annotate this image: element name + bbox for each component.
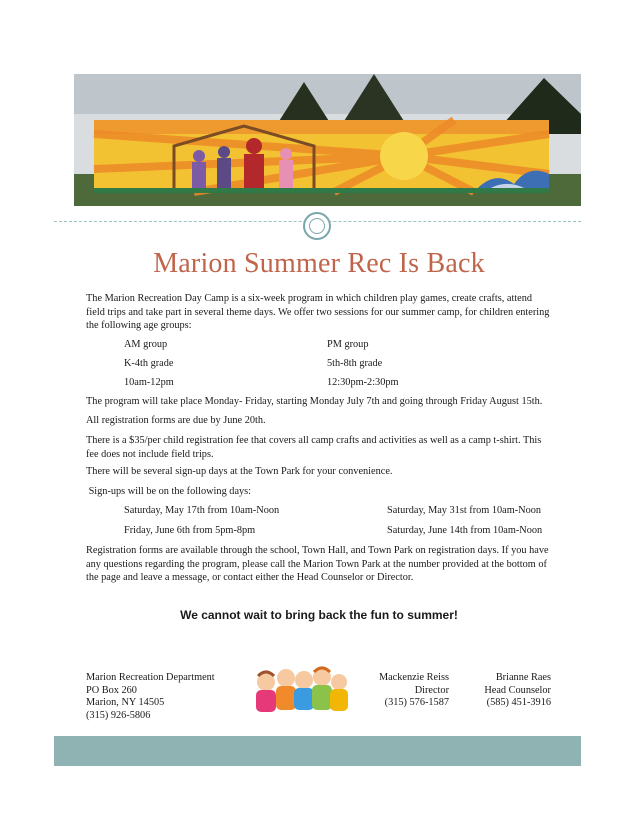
director-contact [340, 672, 449, 710]
am-group-time: 10am-12pm [124, 377, 174, 388]
signup-day-3: Friday, June 6th from 5pm-8pm [124, 525, 256, 536]
divider-ring-ornament [303, 212, 331, 240]
intro-paragraph: The Marion Recreation Day Camp is a six-week program in which children play games, create crafts, attend field trips and take part in several theme days. We offer two sessions for our summer camp, for children entering the following age groups: [86, 293, 550, 331]
forms-text: Registration forms are available through the school, Town Hall, and Town Park on registration days. If you have any questions regarding the program, please call the Marion Town Park at the number provided at the bottom of the page and leave a message, or contact either the Head Counselor or Director. [86, 545, 549, 583]
fee-text: There is a $35/per child registration fee that covers all camp crafts and activities as well as a camp t-shirt. This fee does not include field trips. [86, 435, 542, 460]
pm-group-grades: 5th-8th grade [327, 358, 383, 369]
org-contact [86, 672, 256, 722]
director-name: Mackenzie Reiss [378, 672, 449, 683]
am-group-label: AM group [124, 339, 168, 350]
body-text [86, 292, 552, 333]
org-city: Marion, NY 14505 [86, 697, 165, 708]
counselor-contact [460, 672, 551, 710]
counselor-phone: (585) 451-3916 [486, 697, 551, 708]
signup-days-label: Sign-ups will be on the following days: [86, 486, 252, 497]
signup-day-4: Saturday, June 14th from 10am-Noon [387, 525, 543, 536]
org-name: Marion Recreation Department [86, 672, 215, 683]
schedule-text: The program will take place Monday- Friday, starting Monday July 7th and going through Friday August 15th. [86, 396, 543, 407]
mural-banner-image [74, 74, 581, 206]
due-date-text: All registration forms are due by June 20th. [86, 415, 266, 426]
page-title: Marion Summer Rec Is Back [153, 248, 485, 279]
signup-day-1: Saturday, May 17th from 10am-Noon [124, 505, 280, 516]
counselor-name: Brianne Raes [495, 672, 551, 683]
pm-group-time: 12:30pm-2:30pm [327, 377, 399, 388]
org-phone: (315) 926-5806 [86, 709, 151, 721]
org-po-box: PO Box 260 [86, 684, 137, 696]
director-title: Director [414, 684, 449, 696]
signup-intro-text: There will be several sign-up days at the Town Park for your convenience. [86, 466, 393, 477]
pm-group-label: PM group [327, 339, 369, 350]
signup-day-2: Saturday, May 31st from 10am-Noon [387, 505, 542, 516]
closing-line: We cannot wait to bring back the fun to summer! [180, 608, 458, 622]
footer-accent-bar [54, 736, 581, 766]
am-group-grades: K-4th grade [124, 358, 174, 369]
counselor-title: Head Counselor [484, 684, 551, 696]
kids-clipart-image [248, 660, 352, 720]
director-phone: (315) 576-1587 [384, 697, 449, 708]
